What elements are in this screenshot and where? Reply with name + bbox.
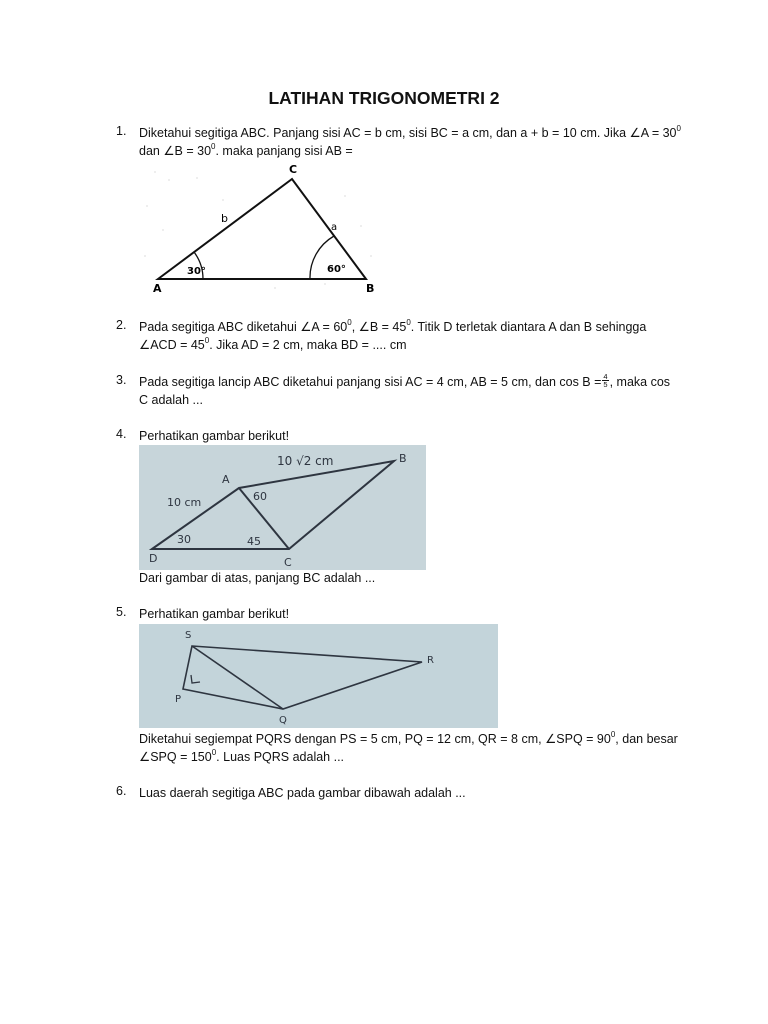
side-a-label: a [331, 222, 338, 233]
q2-line2: ∠ACD = $45^0$. Jika AD = 2 cm, maka BD = .... cm [139, 335, 407, 352]
q3-line1: Pada segitiga lancip ABC diketahui panjang sisi AC = 4 cm, AB = 5 cm, dan cos B = $\frac{4}{5}$ , maka cos [139, 371, 671, 390]
vertex-r-label: R [427, 655, 434, 666]
q5-intro: Perhatikan gambar berikut! [139, 607, 290, 621]
vertex-p-label: P [175, 694, 182, 705]
q1-triangle-figure [135, 160, 385, 298]
vertex-b-label: B [399, 452, 407, 465]
angle-a-label: 30° [187, 266, 206, 277]
cos-b-fraction: $\frac{4}{5}$ [603, 371, 608, 390]
angle-b-label: 60° [327, 264, 346, 275]
q6-text: Luas daerah segitiga ABC pada gambar dibawah adalah ... [139, 786, 466, 800]
vertex-c-label: C [289, 163, 298, 176]
vertex-s-label: S [185, 630, 192, 641]
vertex-b-label: B [366, 282, 375, 295]
q5-number: 5. [116, 605, 127, 619]
angle-30-label: 30 [177, 533, 191, 546]
vertex-a-label: A [153, 282, 162, 295]
q4-photo-figure [139, 445, 426, 570]
side-ad-label: 10 cm [167, 496, 202, 509]
q5-line1: Diketahui segiempat PQRS dengan PS = 5 cm, PQ = 12 cm, QR = 8 cm, ∠SPQ = $90^0$, dan besar [139, 729, 678, 746]
angle-45-label: 45 [247, 535, 261, 548]
vertex-d-label: D [149, 552, 158, 565]
vertex-a-label: A [222, 473, 230, 486]
q4-number: 4. [116, 427, 127, 441]
q5-line2: ∠SPQ = $150^0$. Luas PQRS adalah ... [139, 747, 345, 764]
vertex-q-label: Q [279, 715, 287, 726]
q1-number: 1. [116, 124, 127, 138]
side-ab-label: 10 √2 cm [277, 454, 334, 468]
q2-line1: Pada segitiga ABC diketahui ∠A = $60^0$, ∠B = $45^0$. Titik D terletak diantara A dan B sehingga [139, 317, 647, 334]
q5-photo-figure [139, 624, 498, 728]
q1-line2: dan ∠B = $30^0$. maka panjang sisi AB = [139, 141, 353, 158]
q3-line2: C adalah ... [139, 393, 203, 407]
angle-60-label: 60 [253, 490, 267, 503]
q4-intro: Perhatikan gambar berikut! [139, 429, 290, 443]
q4-question: Dari gambar di atas, panjang BC adalah ... [139, 571, 376, 585]
q1-line1: Diketahui segitiga ABC. Panjang sisi AC = b cm, sisi BC = a cm, dan a + b = 10 cm. Jika ∠A = $30^0$ [139, 123, 681, 140]
q2-number: 2. [116, 318, 127, 332]
vertex-c-label: C [284, 556, 292, 569]
side-b-label: b [221, 212, 228, 225]
q6-number: 6. [116, 784, 127, 798]
q3-number: 3. [116, 373, 127, 387]
page-title: LATIHAN TRIGONOMETRI 2 [268, 88, 500, 108]
